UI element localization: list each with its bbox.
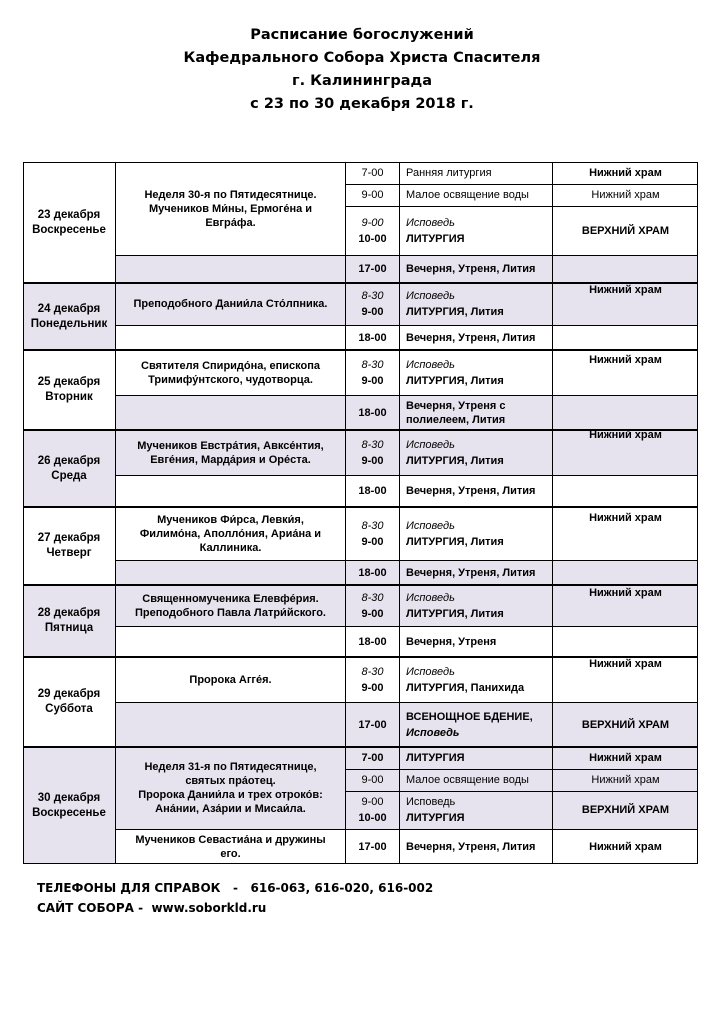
saint-cell [116,657,346,702]
service-text: ЛИТУРГИЯ [406,752,465,764]
place-text: Нижний храм [589,511,662,524]
service-text: Исповедь [406,665,455,678]
time-value: 8-30 [361,665,384,678]
place-text: Нижний храм [589,752,662,764]
service-cell [400,350,553,395]
time-cell [346,325,400,350]
service-cell [400,791,553,829]
day-weekday: Среда [51,469,87,482]
row-divider [346,791,698,792]
time-cell [346,507,400,560]
saint-line: его. [220,847,241,860]
service-text: Вечерня, Утреня [406,635,497,648]
row-divider [346,206,698,207]
service-text: Вечерня, Утреня, Лития [406,263,536,275]
day-cell [23,747,116,864]
service-cell [400,206,553,255]
time-cell [346,769,400,791]
time-cell [346,791,400,829]
time-cell [346,560,400,585]
day-cell [23,350,116,430]
saint-cell-empty [116,626,346,657]
table-border-right [697,162,698,864]
time-value: 7-00 [361,752,384,764]
table-border-bottom [23,863,698,864]
service-cell [400,626,553,657]
place-cell [553,560,698,626]
day-date: 29 декабря [37,688,101,700]
service-text: Малое освящение воды [406,189,529,201]
place-cell [553,769,698,791]
day-weekday: Понедельник [30,317,108,330]
day-divider [23,429,698,431]
place-cell [553,206,698,255]
time-cell [346,206,400,255]
row-divider [346,769,698,770]
day-weekday: Суббота [45,703,93,715]
service-cell [400,560,553,585]
saint-line: Мучеников Ми́ны, Ермоге́на и [148,202,313,215]
saint-line: Преподобного Дании́ла Сто́лпника. [133,298,328,310]
service-text: ЛИТУРГИЯ, Лития [406,306,504,318]
table-border-top [23,162,698,163]
place-text: Нижний храм [589,354,662,366]
day-divider [23,746,698,748]
place-cell [553,475,698,560]
time-value: 9-00 [361,189,384,201]
place-text: Нижний храм [589,429,662,441]
time-value: 8-30 [361,519,384,532]
table-border-left [23,162,24,864]
place-text: Нижний храм [589,587,662,599]
service-cell [400,702,553,747]
service-text: Исповедь [406,358,455,371]
place-text: Нижний храм [591,189,660,201]
service-text: Исповедь [406,216,455,229]
time-cell [346,475,400,507]
saint-cell-empty [116,560,346,585]
service-cell [400,585,553,626]
saint-line: Священномученика Елевфе́рия. [142,592,319,605]
service-text: ЛИТУРГИЯ, Лития [406,454,504,467]
service-text: Вечерня, Утреня, Лития [406,840,536,853]
service-text: Вечерня, Утреня, Лития [406,566,536,579]
service-cell [400,430,553,475]
day-date: 26 декабря [37,454,101,467]
saint-cell-empty [116,702,346,747]
row-divider [116,560,698,561]
service-text: Исповедь [406,519,455,532]
footer-phones: ТЕЛЕФОНЫ ДЛЯ СПРАВОК - 616-063, 616-020, 616-002 [37,881,434,895]
place-cell [553,702,698,747]
service-cell [400,769,553,791]
time-cell [346,350,400,395]
time-cell [346,657,400,702]
time-value: 9-00 [361,796,384,808]
saint-line: Преподобного Павла Латри́йского. [135,606,326,619]
saint-line: Ана́нии, Аза́рии и Мисаи́ла. [155,803,306,815]
time-cell [346,184,400,206]
row-divider [553,325,698,326]
place-cell [553,395,698,475]
day-date: 24 декабря [37,302,101,315]
service-cell [400,507,553,560]
saint-line: Мучеников Евстра́тия, Авксе́нтия, [137,439,324,452]
time-cell [346,585,400,626]
service-text: полиелеем, Лития [406,413,506,426]
day-date: 25 декабря [37,376,101,388]
service-cell [400,395,553,430]
day-cell [23,585,116,657]
day-weekday: Вторник [45,391,93,403]
time-value: 18-00 [358,635,387,648]
time-value: 9-00 [361,216,384,229]
service-cell [400,184,553,206]
time-cell [346,162,400,184]
saint-line: Святителя Спиридо́на, епископа [141,359,320,372]
service-text: Исповедь [406,796,456,808]
row-divider [116,626,698,627]
time-value: 17-00 [358,718,387,731]
place-text: ВЕРХНИЙ ХРАМ [581,224,670,237]
service-text: Малое освящение воды [406,774,529,786]
saint-line: Филимо́на, Аполло́ния, Ариа́на и [139,527,322,540]
day-cell [23,162,116,283]
time-value: 18-00 [358,331,387,344]
day-weekday: Четверг [46,547,92,559]
place-text: ВЕРХНИЙ ХРАМ [581,718,670,731]
service-text: Вечерня, Утреня, Лития [406,331,536,344]
title-line-1: Расписание богослужений [250,27,474,43]
time-cell [346,283,400,325]
place-cell [553,255,698,325]
row-divider [116,325,553,326]
saint-line: Пророка Дании́ла и трех отроко́в: [138,789,323,801]
day-date: 30 декабря [37,791,101,804]
day-cell [23,657,116,747]
saint-line: Мучеников Севастиа́на и дружины [135,833,326,846]
place-cell [553,829,698,864]
day-weekday: Воскресенье [32,223,106,236]
time-value: 17-00 [358,840,387,853]
title-line-2: Кафедрального Собора Христа Спасителя [183,50,541,66]
place-cell [553,325,698,395]
place-cell [553,626,698,702]
place-cell [553,184,698,206]
saint-cell-empty [116,395,346,430]
time-cell [346,829,400,864]
service-text: ЛИТУРГИЯ [406,232,465,245]
place-text: Нижний храм [589,167,662,179]
row-divider [116,395,698,396]
row-divider [116,702,698,703]
place-text: ВЕРХНИЙ ХРАМ [581,804,670,816]
place-cell [553,791,698,829]
footer-site: САЙТ СОБОРА - www.soborkld.ru [37,901,267,915]
saint-cell [116,585,346,626]
day-date: 27 декабря [37,532,101,544]
saint-line: Каллиника. [199,541,262,554]
saint-cell [116,283,346,325]
service-text: ЛИТУРГИЯ, Панихида [406,681,525,694]
service-cell [400,475,553,507]
saint-line: Неделя 30-я по Пятидесятнице. [144,188,317,201]
time-cell [346,395,400,430]
time-value: 9-00 [361,454,384,467]
time-value: 8-30 [361,438,384,451]
day-divider [23,349,698,351]
service-text: Исповедь [406,591,455,604]
saint-line: святых пра́отец. [185,775,276,787]
time-value: 8-30 [361,358,384,371]
service-text: ВСЕНОЩНОЕ БДЕНИЕ, [406,710,533,723]
schedule-table [23,162,698,864]
day-weekday: Пятница [44,622,94,634]
row-divider [116,829,698,830]
place-text: Нижний храм [589,840,662,853]
service-text: ЛИТУРГИЯ [406,812,465,824]
time-value: 18-00 [358,485,387,497]
service-cell [400,325,553,350]
saint-cell [116,829,346,864]
place-text: Нижний храм [589,284,662,296]
service-cell [400,162,553,184]
time-value: 10-00 [358,812,387,824]
service-text: Вечерня, Утреня с [406,399,506,412]
time-cell [346,255,400,283]
saint-line: Мучеников Фи́рса, Левки́я, [157,513,304,526]
saint-cell [116,162,346,255]
time-cell [346,626,400,657]
day-cell [23,430,116,507]
time-cell [346,747,400,769]
saint-cell [116,430,346,475]
time-value: 9-00 [361,607,384,620]
place-text: Нижний храм [589,658,662,670]
time-cell [346,430,400,475]
time-value: 18-00 [358,566,387,579]
saint-cell-empty [116,475,346,507]
row-divider [346,184,698,185]
place-cell [553,162,698,184]
saint-line: Неделя 31-я по Пятидесятнице, [144,761,317,773]
day-date: 23 декабря [37,208,101,221]
place-text: Нижний храм [591,774,660,786]
saint-line: Евге́ния, Марда́рия и Оре́ста. [150,453,311,466]
place-cell [553,747,698,769]
service-cell [400,747,553,769]
service-text: ЛИТУРГИЯ, Лития [406,374,504,387]
time-cell [346,702,400,747]
saint-line: Пророка Агге́я. [189,673,272,686]
saint-cell [116,350,346,395]
saint-line: Евгра́фа. [205,216,256,229]
time-value: 9-00 [361,306,384,318]
day-cell [23,507,116,585]
service-text: Исповедь [406,726,460,739]
service-cell [400,657,553,702]
day-divider [23,282,698,284]
service-cell [400,283,553,325]
service-text: Исповедь [406,438,455,451]
day-date: 28 декабря [37,607,101,619]
day-divider [23,656,698,658]
title-line-3: г. Калининграда [292,73,432,89]
row-divider [116,255,698,256]
time-value: 17-00 [358,263,387,275]
day-weekday: Воскресенье [32,806,106,819]
saint-line: Тримифу́нтского, чудотворца. [148,373,313,386]
saint-cell-empty [116,255,346,283]
time-value: 18-00 [358,406,387,419]
title-line-4: с 23 по 30 декабря 2018 г. [250,96,474,112]
time-value: 9-00 [361,774,384,786]
time-value: 9-00 [361,535,384,548]
saint-cell [116,747,346,829]
service-text: Вечерня, Утреня, Лития [406,485,536,497]
time-value: 8-30 [361,290,384,302]
day-divider [23,506,698,508]
time-value: 10-00 [358,232,387,245]
service-cell [400,255,553,283]
time-value: 9-00 [361,374,384,387]
day-divider [23,584,698,586]
service-cell [400,829,553,864]
time-value: 7-00 [361,167,384,179]
service-text: ЛИТУРГИЯ, Лития [406,535,504,548]
saint-cell [116,507,346,560]
saint-cell-empty [116,325,346,350]
footer [37,878,433,918]
document-title [0,24,724,116]
time-value: 9-00 [361,681,384,694]
service-text: ЛИТУРГИЯ, Лития [406,607,504,620]
service-text: Исповедь [406,290,455,302]
row-divider [116,475,698,476]
service-text: Ранняя литургия [406,167,492,179]
time-value: 8-30 [361,591,384,604]
day-cell [23,283,116,350]
